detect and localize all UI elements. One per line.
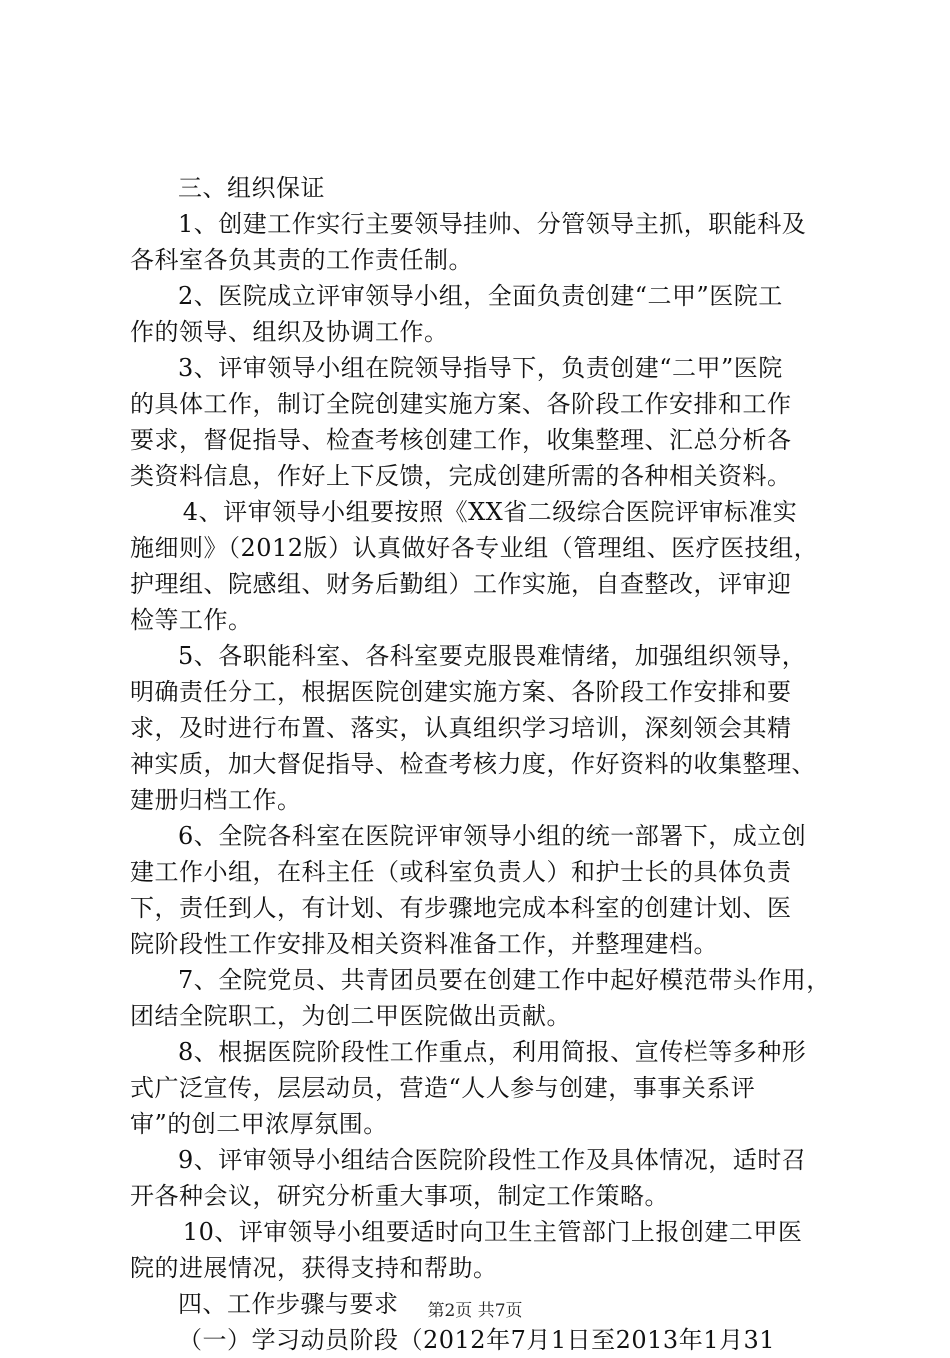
- text-line: 6、全院各科室在医院评审领导小组的统一部署下，成立创: [178, 822, 807, 850]
- text-line: 院的进展情况，获得支持和帮助。: [130, 1254, 498, 1282]
- text-line: 求，及时进行布置、落实，认真组织学习培训，深刻领会其精: [130, 714, 792, 742]
- page-footer: 第2页 共7页: [427, 1301, 523, 1321]
- text-line: 类资料信息，作好上下反馈，完成创建所需的各种相关资料。: [130, 462, 792, 490]
- text-line: 9、评审领导小组结合医院阶段性工作及具体情况，适时召: [178, 1146, 807, 1174]
- text-line: 开各种会议，研究分析重大事项，制定工作策略。: [130, 1182, 669, 1210]
- text-line: 四、工作步骤与要求: [178, 1290, 399, 1318]
- text-line: 团结全院职工，为创二甲医院做出贡献。: [130, 1002, 571, 1030]
- text-line: 院阶段性工作安排及相关资料准备工作，并整理建档。: [130, 930, 718, 958]
- text-line: 3、评审领导小组在院领导指导下，负责创建“二甲”医院: [178, 354, 783, 382]
- text-line: 2、医院成立评审领导小组，全面负责创建“二甲”医院工: [178, 282, 783, 310]
- text-line: 建册归档工作。: [130, 786, 302, 814]
- text-line: 下，责任到人，有计划、有步骤地完成本科室的创建计划、医: [130, 894, 792, 922]
- text-line: 4、评审领导小组要按照《XX省二级综合医院评审标准实: [182, 498, 798, 526]
- text-line: 10、评审领导小组要适时向卫生主管部门上报创建二甲医: [182, 1218, 803, 1246]
- document-body: [130, 170, 830, 1358]
- text-line: 三、组织保证: [178, 174, 325, 202]
- text-line: 施细则》（2012版）认真做好各专业组（管理组、医疗医技组，: [130, 534, 819, 562]
- text-line: 5、各职能科室、各科室要克服畏难情绪，加强组织领导，: [178, 642, 807, 670]
- text-line: 建工作小组，在科主任（或科室负责人）和护士长的具体负责: [130, 858, 792, 886]
- text-line: 检等工作。: [130, 606, 253, 634]
- text-line: 7、全院党员、共青团员要在创建工作中起好模范带头作用，: [178, 966, 831, 994]
- text-line: 明确责任分工，根据医院创建实施方案、各阶段工作安排和要: [130, 678, 792, 706]
- text-line: 审”的创二甲浓厚氛围。: [130, 1110, 388, 1138]
- text-line: 神实质，加大督促指导、检查考核力度，作好资料的收集整理、: [130, 750, 816, 778]
- text-line: 护理组、院感组、财务后勤组）工作实施，自查整改，评审迎: [130, 570, 792, 598]
- text-line: 式广泛宣传，层层动员，营造“人人参与创建，事事关系评: [130, 1074, 756, 1102]
- text-line: 8、根据医院阶段性工作重点，利用简报、宣传栏等多种形: [178, 1038, 807, 1066]
- text-line: 各科室各负其责的工作责任制。: [130, 246, 473, 274]
- text-line: （一）学习动员阶段（2012年7月1日至2013年1月31: [178, 1326, 776, 1354]
- text-line: 的具体工作，制订全院创建实施方案、各阶段工作安排和工作: [130, 390, 792, 418]
- text-line: 要求，督促指导、检查考核创建工作，收集整理、汇总分析各: [130, 426, 792, 454]
- text-line: 作的领导、组织及协调工作。: [130, 318, 449, 346]
- text-line: 1、创建工作实行主要领导挂帅、分管领导主抓，职能科及: [178, 210, 807, 238]
